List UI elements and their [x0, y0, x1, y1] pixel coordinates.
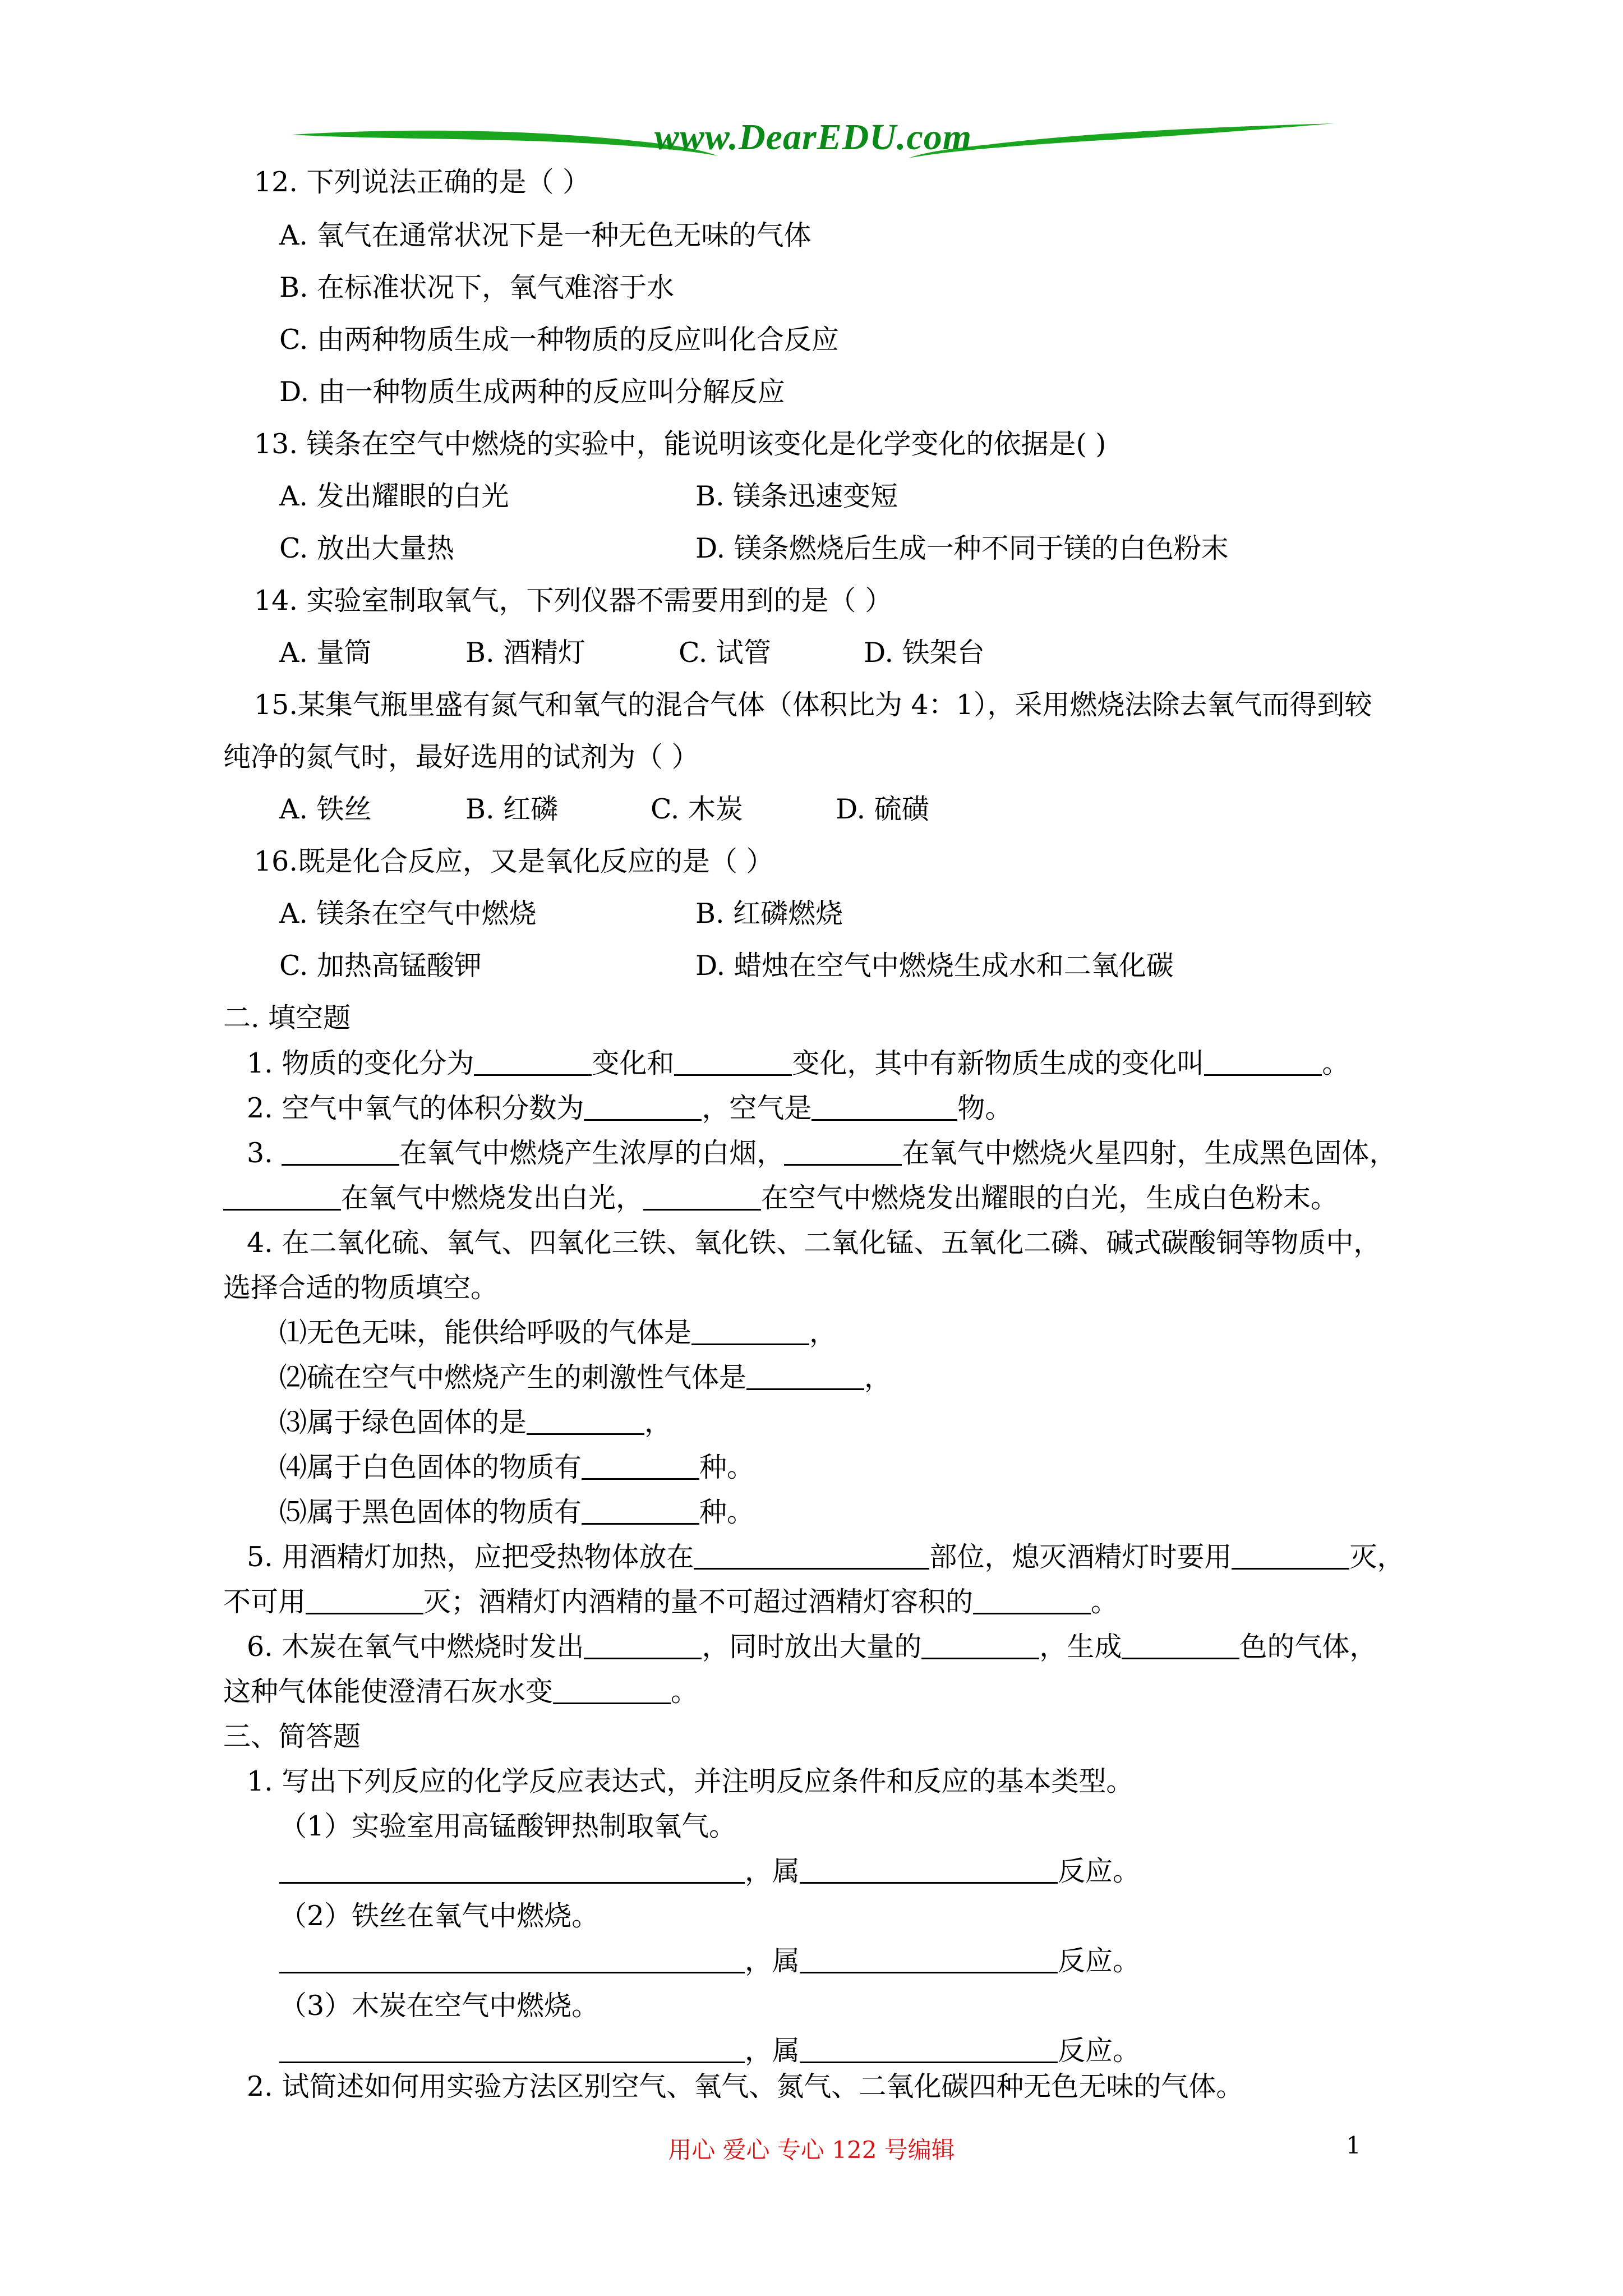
fill-3-text: 在氧气中燃烧火星四射，生成黑色固体，: [902, 1137, 1397, 1169]
fill-4-text: ⑵硫在空气中燃烧产生的刺激性气体是: [279, 1361, 747, 1393]
question-16-option-b: B. 红磷燃烧: [695, 898, 843, 930]
question-16-option-a: A. 镁条在空气中燃烧: [279, 898, 537, 930]
fill-4-text: 种。: [699, 1496, 755, 1528]
question-12-option-c: C. 由两种物质生成一种物质的反应叫化合反应: [279, 324, 839, 356]
reaction-text: ，属: [745, 2035, 800, 2067]
answer-blank[interactable]: [973, 1587, 1091, 1614]
question-12-option-a: A. 氧气在通常状况下是一种无色无味的气体: [279, 219, 811, 251]
answer-blank[interactable]: [474, 1048, 592, 1076]
fill-4-line2: 选择合适的物质填空。: [223, 1272, 499, 1304]
fill-4-text: ，: [864, 1361, 892, 1393]
reaction-text: 反应。: [1058, 1945, 1141, 1977]
fill-6-text: 这种气体能使澄清石灰水变: [223, 1676, 554, 1708]
question-13-option-d: D. 镁条燃烧后生成一种不同于镁的白色粉末: [695, 532, 1229, 564]
fill-6-text: 6. 木炭在氧气中燃烧时发出: [247, 1631, 584, 1663]
fill-1-text: 1. 物质的变化分为: [247, 1047, 474, 1079]
short-answer-1: 1. 写出下列反应的化学反应表达式，并注明反应条件和反应的基本类型。: [247, 1765, 1134, 1797]
fill-3-text: 在氧气中燃烧产生浓厚的白烟，: [399, 1137, 785, 1169]
answer-blank[interactable]: [584, 1632, 702, 1659]
reaction-text: ，属: [745, 1855, 800, 1887]
fill-2-text: ，空气是: [702, 1092, 812, 1124]
equation-blank[interactable]: [279, 1946, 745, 1973]
fill-5-text: 。: [1091, 1586, 1119, 1618]
reaction-1-answer: [279, 1855, 1140, 1888]
fill-6-text: 。: [671, 1676, 699, 1708]
answer-blank[interactable]: [527, 1407, 644, 1435]
question-16-option-d: D. 蜡烛在空气中燃烧生成水和二氧化碳: [695, 950, 1174, 982]
answer-blank[interactable]: [691, 1318, 809, 1345]
fill-4-sub-2: [279, 1361, 892, 1395]
fill-4-sub-1: [279, 1316, 837, 1350]
answer-blank[interactable]: [553, 1677, 671, 1704]
answer-blank[interactable]: [582, 1497, 699, 1525]
reaction-text: 反应。: [1058, 2035, 1141, 2067]
answer-blank[interactable]: [694, 1542, 929, 1570]
question-14-option-a: A. 量筒: [279, 637, 372, 669]
reaction-3-label: （3）木炭在空气中燃烧。: [279, 1990, 600, 2022]
fill-6-line1: [247, 1630, 1377, 1664]
question-15-stem-line1: 15.某集气瓶里盛有氮气和氧气的混合气体（体积比为 4：1），采用燃烧法除去氧气而得到较: [254, 689, 1372, 721]
fill-2-text: 物。: [957, 1092, 1013, 1124]
question-16-stem: 16.既是化合反应，又是氧化反应的是（ ）: [254, 845, 774, 877]
footer-text: 用心 爱心 专心 122 号编辑: [668, 2136, 955, 2164]
answer-blank[interactable]: [582, 1452, 699, 1480]
question-15-option-d: D. 硫磺: [836, 793, 929, 825]
fill-4-text: ，: [809, 1317, 837, 1349]
fill-5-text: 灭；酒精灯内酒精的量不可超过酒精灯容积的: [423, 1586, 974, 1618]
question-13-stem: 13. 镁条在空气中燃烧的实验中，能说明该变化是化学变化的依据是( ): [254, 428, 1106, 460]
answer-blank[interactable]: [674, 1048, 792, 1076]
fill-4-sub-4: [279, 1451, 754, 1484]
fill-2-text: 2. 空气中氧气的体积分数为: [247, 1092, 584, 1124]
fill-4-text: ⑶属于绿色固体的是: [279, 1406, 527, 1438]
reaction-type-blank[interactable]: [800, 2036, 1058, 2063]
reaction-1-label: （1）实验室用高锰酸钾热制取氧气。: [279, 1810, 737, 1842]
question-13-option-b: B. 镁条迅速变短: [695, 480, 898, 512]
answer-blank[interactable]: [1122, 1632, 1239, 1659]
fill-5-text: 5. 用酒精灯加热，应把受热物体放在: [247, 1541, 694, 1573]
section-3-title: 三、简答题: [223, 1720, 361, 1752]
question-15-option-b: B. 红磷: [465, 793, 559, 825]
reaction-2-label: （2）铁丝在氧气中燃烧。: [279, 1900, 600, 1932]
question-16-option-c: C. 加热高锰酸钾: [279, 950, 482, 982]
reaction-type-blank[interactable]: [800, 1856, 1058, 1884]
fill-6-text: ，同时放出大量的: [702, 1631, 922, 1663]
answer-blank[interactable]: [746, 1363, 864, 1390]
question-15-option-c: C. 木炭: [651, 793, 743, 825]
fill-1-text: 。: [1322, 1047, 1350, 1079]
short-answer-2: 2. 试简述如何用实验方法区别空气、氧气、氮气、二氧化碳四种无色无味的气体。: [247, 2070, 1244, 2102]
answer-blank[interactable]: [1204, 1048, 1322, 1076]
section-2-title: 二. 填空题: [223, 1002, 351, 1034]
fill-3-line1: [247, 1137, 1396, 1170]
question-14-stem: 14. 实验室制取氧气，下列仪器不需要用到的是（ ）: [254, 585, 893, 616]
fill-5-text: 部位，熄灭酒精灯时要用: [929, 1541, 1232, 1573]
answer-blank[interactable]: [223, 1183, 341, 1211]
equation-blank[interactable]: [279, 1856, 745, 1884]
answer-blank[interactable]: [784, 1138, 902, 1166]
answer-blank[interactable]: [1232, 1542, 1349, 1570]
fill-1: [247, 1047, 1349, 1080]
answer-blank[interactable]: [811, 1093, 957, 1121]
header-banner: [292, 112, 1335, 163]
fill-4-text: ⑴无色无味，能供给呼吸的气体是: [279, 1317, 692, 1349]
question-15-stem-line2: 纯净的氮气时，最好选用的试剂为（ ）: [223, 741, 699, 773]
fill-1-text: 变化和: [592, 1047, 675, 1079]
fill-4-text: ⑷属于白色固体的物质有: [279, 1451, 582, 1483]
page-number: 1: [1346, 2132, 1361, 2159]
question-12-option-d: D. 由一种物质生成两种的反应叫分解反应: [279, 376, 785, 408]
fill-6-line2: [223, 1675, 698, 1709]
answer-blank[interactable]: [584, 1093, 702, 1121]
fill-5-text: 不可用: [223, 1586, 306, 1618]
fill-2: [247, 1092, 1012, 1125]
answer-blank[interactable]: [643, 1183, 761, 1211]
reaction-text: ，属: [745, 1945, 800, 1977]
fill-5-line1: [247, 1540, 1404, 1574]
fill-5-text: 灭，: [1349, 1541, 1405, 1573]
question-14-option-d: D. 铁架台: [864, 637, 985, 669]
equation-blank[interactable]: [279, 2036, 745, 2063]
fill-3-line2: [223, 1181, 1338, 1215]
question-15-option-a: A. 铁丝: [279, 793, 372, 825]
reaction-2-answer: [279, 1944, 1140, 1978]
question-14-option-b: B. 酒精灯: [465, 637, 586, 669]
fill-3-text: 3.: [247, 1137, 282, 1169]
reaction-text: 反应。: [1058, 1855, 1141, 1887]
fill-1-text: 变化，其中有新物质生成的变化叫: [792, 1047, 1205, 1079]
fill-4-text: ⑸属于黑色固体的物质有: [279, 1496, 582, 1528]
question-13-option-a: A. 发出耀眼的白光: [279, 480, 509, 512]
fill-5-line2: [223, 1585, 1118, 1619]
question-13-option-c: C. 放出大量热: [279, 532, 454, 564]
reaction-3-answer: [279, 2034, 1140, 2068]
question-14-option-c: C. 试管: [679, 637, 771, 669]
fill-4-sub-3: [279, 1406, 672, 1439]
fill-3-text: 在空气中燃烧发出耀眼的白光，生成白色粉末。: [761, 1182, 1339, 1214]
fill-6-text: ，生成: [1039, 1631, 1122, 1663]
answer-blank[interactable]: [282, 1138, 399, 1166]
fill-4-text: 种。: [699, 1451, 755, 1483]
answer-blank[interactable]: [921, 1632, 1039, 1659]
fill-6-text: 色的气体，: [1239, 1631, 1377, 1663]
fill-4-sub-5: [279, 1496, 754, 1529]
answer-blank[interactable]: [306, 1587, 423, 1614]
fill-4-line1: 4. 在二氧化硫、氧气、四氧化三铁、氧化铁、二氧化锰、五氧化二磷、碱式碳酸铜等物质中，: [247, 1227, 1381, 1259]
fill-4-text: ，: [644, 1406, 672, 1438]
fill-3-text: 在氧气中燃烧发出白光，: [341, 1182, 644, 1214]
question-12-option-b: B. 在标准状况下，氧气难溶于水: [279, 272, 675, 303]
question-12-stem: 12. 下列说法正确的是（ ）: [254, 166, 591, 198]
site-logo: www.DearEDU.com: [654, 117, 972, 158]
reaction-type-blank[interactable]: [800, 1946, 1058, 1973]
